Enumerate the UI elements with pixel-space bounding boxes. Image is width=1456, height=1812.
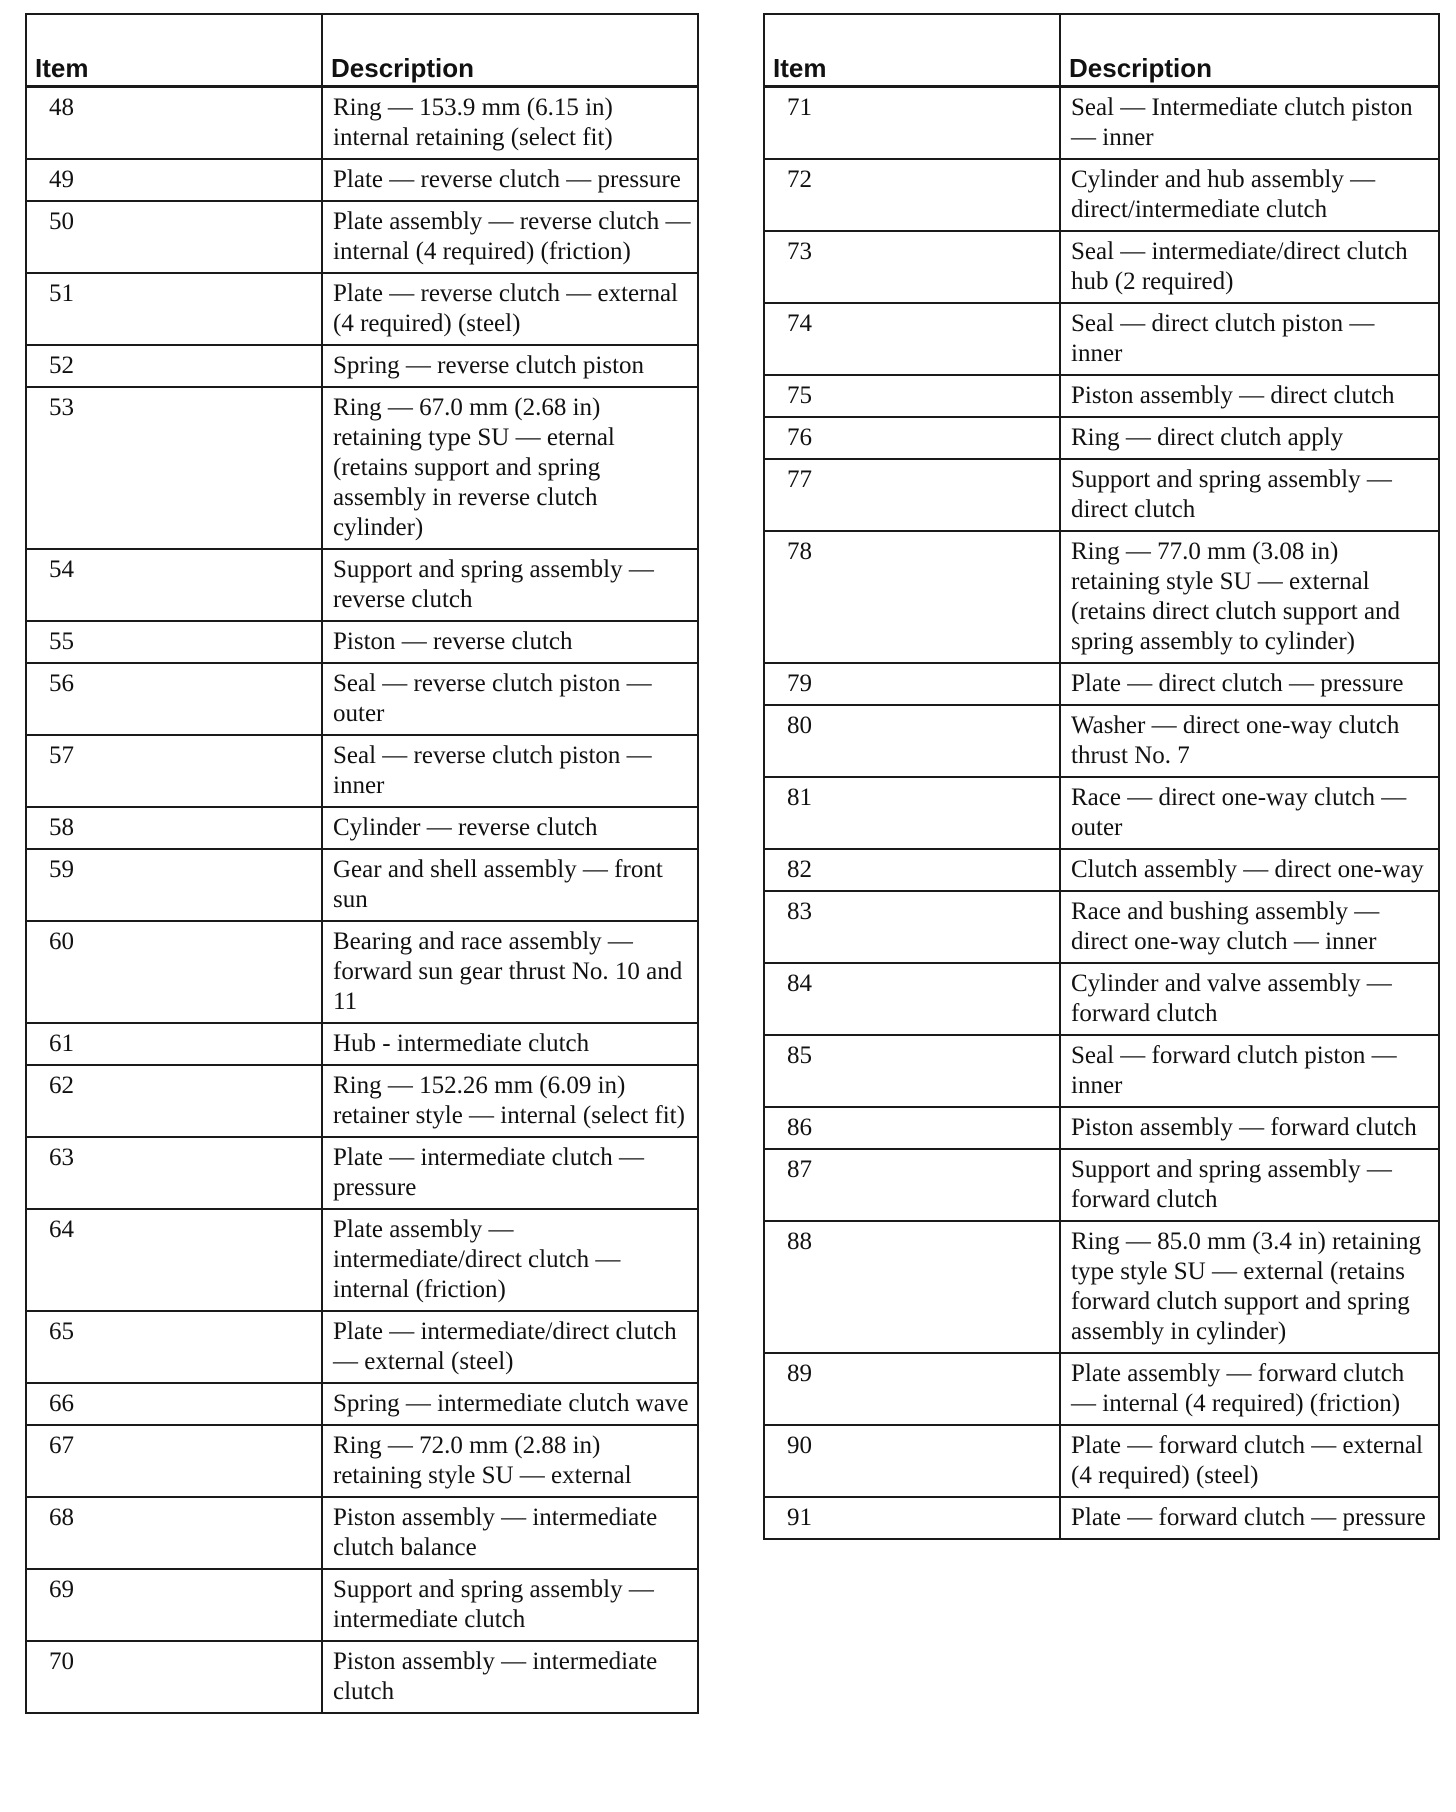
table-row (26, 387, 698, 549)
table-row (26, 1383, 698, 1425)
table-row (764, 777, 1439, 849)
item-number: 58 (26, 807, 322, 849)
item-description: Plate assembly — reverse clutch — internal (4 required) (friction) (322, 201, 698, 273)
item-description: Piston assembly — forward clutch (1060, 1107, 1439, 1149)
table-row (764, 1221, 1439, 1353)
item-description: Seal — Intermediate clutch piston — inner (1060, 87, 1439, 160)
table-row (764, 417, 1439, 459)
item-description: Cylinder and hub assembly — direct/intermediate clutch (1060, 159, 1439, 231)
table-row (764, 531, 1439, 663)
table-row (26, 921, 698, 1023)
item-number: 50 (26, 201, 322, 273)
item-description: Piston assembly — direct clutch (1060, 375, 1439, 417)
table-row (26, 1137, 698, 1209)
item-description: Race — direct one-way clutch — outer (1060, 777, 1439, 849)
parts-table-right-body (764, 87, 1439, 1540)
item-number: 72 (764, 159, 1060, 231)
parts-table-right (763, 13, 1440, 1540)
item-description: Plate — intermediate/direct clutch — external (steel) (322, 1311, 698, 1383)
item-description: Cylinder — reverse clutch (322, 807, 698, 849)
table-row (764, 1425, 1439, 1497)
table-row (26, 1569, 698, 1641)
item-number: 84 (764, 963, 1060, 1035)
item-description: Ring — 72.0 mm (2.88 in) retaining style SU — external (322, 1425, 698, 1497)
table-row (764, 303, 1439, 375)
table-row (26, 735, 698, 807)
table-row (26, 159, 698, 201)
item-description: Support and spring assembly — direct clutch (1060, 459, 1439, 531)
table-header-row (26, 14, 698, 87)
item-description: Race and bushing assembly — direct one-way clutch — inner (1060, 891, 1439, 963)
item-number: 65 (26, 1311, 322, 1383)
item-description: Seal — intermediate/direct clutch hub (2 required) (1060, 231, 1439, 303)
table-row (26, 1065, 698, 1137)
item-description: Piston assembly — intermediate clutch (322, 1641, 698, 1713)
item-number: 63 (26, 1137, 322, 1209)
table-row (764, 963, 1439, 1035)
table-row (764, 849, 1439, 891)
table-row (764, 159, 1439, 231)
table-row (764, 1149, 1439, 1221)
item-number: 86 (764, 1107, 1060, 1149)
item-number: 71 (764, 87, 1060, 160)
item-description: Plate — forward clutch — external (4 required) (steel) (1060, 1425, 1439, 1497)
parts-table-left-body (26, 87, 698, 1714)
table-row (26, 1023, 698, 1065)
item-number: 73 (764, 231, 1060, 303)
item-number: 82 (764, 849, 1060, 891)
item-number: 61 (26, 1023, 322, 1065)
item-number: 48 (26, 87, 322, 160)
table-row (764, 891, 1439, 963)
item-number: 59 (26, 849, 322, 921)
description-column-header: Description (1060, 14, 1439, 87)
item-number: 53 (26, 387, 322, 549)
item-description: Plate — reverse clutch — external (4 required) (steel) (322, 273, 698, 345)
item-number: 89 (764, 1353, 1060, 1425)
item-description: Plate — reverse clutch — pressure (322, 159, 698, 201)
item-number: 67 (26, 1425, 322, 1497)
table-row (26, 1311, 698, 1383)
table-row (26, 663, 698, 735)
parts-table-left (25, 13, 699, 1714)
item-description: Ring — 67.0 mm (2.68 in) retaining type SU — eternal (retains support and spring assembly in reverse clutch cylinder) (322, 387, 698, 549)
description-column-header: Description (322, 14, 698, 87)
item-number: 88 (764, 1221, 1060, 1353)
item-description: Ring — 85.0 mm (3.4 in) retaining type style SU — external (retains forward clutch support and spring assembly in cylinder) (1060, 1221, 1439, 1353)
item-description: Washer — direct one-way clutch thrust No. 7 (1060, 705, 1439, 777)
item-column-header: Item (26, 14, 322, 87)
item-number: 76 (764, 417, 1060, 459)
item-column-header: Item (764, 14, 1060, 87)
table-row (26, 1425, 698, 1497)
item-description: Gear and shell assembly — front sun (322, 849, 698, 921)
item-number: 80 (764, 705, 1060, 777)
item-description: Plate assembly — forward clutch — internal (4 required) (friction) (1060, 1353, 1439, 1425)
item-description: Ring — 152.26 mm (6.09 in) retainer style — internal (select fit) (322, 1065, 698, 1137)
table-row (26, 1209, 698, 1311)
item-number: 90 (764, 1425, 1060, 1497)
item-description: Ring — 77.0 mm (3.08 in) retaining style SU — external (retains direct clutch support and spring assembly to cylinder) (1060, 531, 1439, 663)
table-row (764, 1107, 1439, 1149)
item-description: Seal — direct clutch piston — inner (1060, 303, 1439, 375)
table-header-row (764, 14, 1439, 87)
item-number: 54 (26, 549, 322, 621)
item-number: 70 (26, 1641, 322, 1713)
item-number: 91 (764, 1497, 1060, 1539)
item-description: Seal — reverse clutch piston — outer (322, 663, 698, 735)
table-row (26, 1641, 698, 1713)
item-number: 51 (26, 273, 322, 345)
item-description: Support and spring assembly — intermediate clutch (322, 1569, 698, 1641)
item-description: Ring — direct clutch apply (1060, 417, 1439, 459)
item-description: Ring — 153.9 mm (6.15 in) internal retaining (select fit) (322, 87, 698, 160)
item-description: Spring — reverse clutch piston (322, 345, 698, 387)
table-row (26, 849, 698, 921)
item-number: 49 (26, 159, 322, 201)
item-number: 74 (764, 303, 1060, 375)
table-row (764, 663, 1439, 705)
item-number: 85 (764, 1035, 1060, 1107)
table-row (764, 375, 1439, 417)
item-description: Hub - intermediate clutch (322, 1023, 698, 1065)
item-description: Clutch assembly — direct one-way (1060, 849, 1439, 891)
item-number: 64 (26, 1209, 322, 1311)
item-number: 55 (26, 621, 322, 663)
item-description: Seal — reverse clutch piston — inner (322, 735, 698, 807)
item-description: Support and spring assembly — forward clutch (1060, 1149, 1439, 1221)
table-row (26, 807, 698, 849)
table-row (764, 1035, 1439, 1107)
item-number: 75 (764, 375, 1060, 417)
table-row (764, 87, 1439, 160)
item-number: 56 (26, 663, 322, 735)
table-row (764, 1497, 1439, 1539)
item-number: 66 (26, 1383, 322, 1425)
item-description: Support and spring assembly — reverse clutch (322, 549, 698, 621)
item-description: Bearing and race assembly — forward sun gear thrust No. 10 and 11 (322, 921, 698, 1023)
item-number: 57 (26, 735, 322, 807)
item-number: 60 (26, 921, 322, 1023)
item-number: 62 (26, 1065, 322, 1137)
item-number: 78 (764, 531, 1060, 663)
item-description: Plate — direct clutch — pressure (1060, 663, 1439, 705)
item-number: 68 (26, 1497, 322, 1569)
table-row (764, 1353, 1439, 1425)
item-description: Piston — reverse clutch (322, 621, 698, 663)
item-number: 69 (26, 1569, 322, 1641)
item-description: Plate — intermediate clutch — pressure (322, 1137, 698, 1209)
item-description: Cylinder and valve assembly — forward clutch (1060, 963, 1439, 1035)
table-row (26, 201, 698, 273)
table-row (764, 231, 1439, 303)
item-description: Spring — intermediate clutch wave (322, 1383, 698, 1425)
table-row (26, 1497, 698, 1569)
item-description: Seal — forward clutch piston — inner (1060, 1035, 1439, 1107)
item-number: 81 (764, 777, 1060, 849)
table-row (764, 459, 1439, 531)
table-row (26, 273, 698, 345)
table-row (764, 705, 1439, 777)
item-number: 77 (764, 459, 1060, 531)
table-row (26, 87, 698, 160)
item-description: Plate — forward clutch — pressure (1060, 1497, 1439, 1539)
table-row (26, 549, 698, 621)
item-number: 79 (764, 663, 1060, 705)
item-description: Plate assembly — intermediate/direct clutch — internal (friction) (322, 1209, 698, 1311)
item-number: 52 (26, 345, 322, 387)
item-number: 83 (764, 891, 1060, 963)
item-number: 87 (764, 1149, 1060, 1221)
item-description: Piston assembly — intermediate clutch balance (322, 1497, 698, 1569)
table-row (26, 345, 698, 387)
table-row (26, 621, 698, 663)
